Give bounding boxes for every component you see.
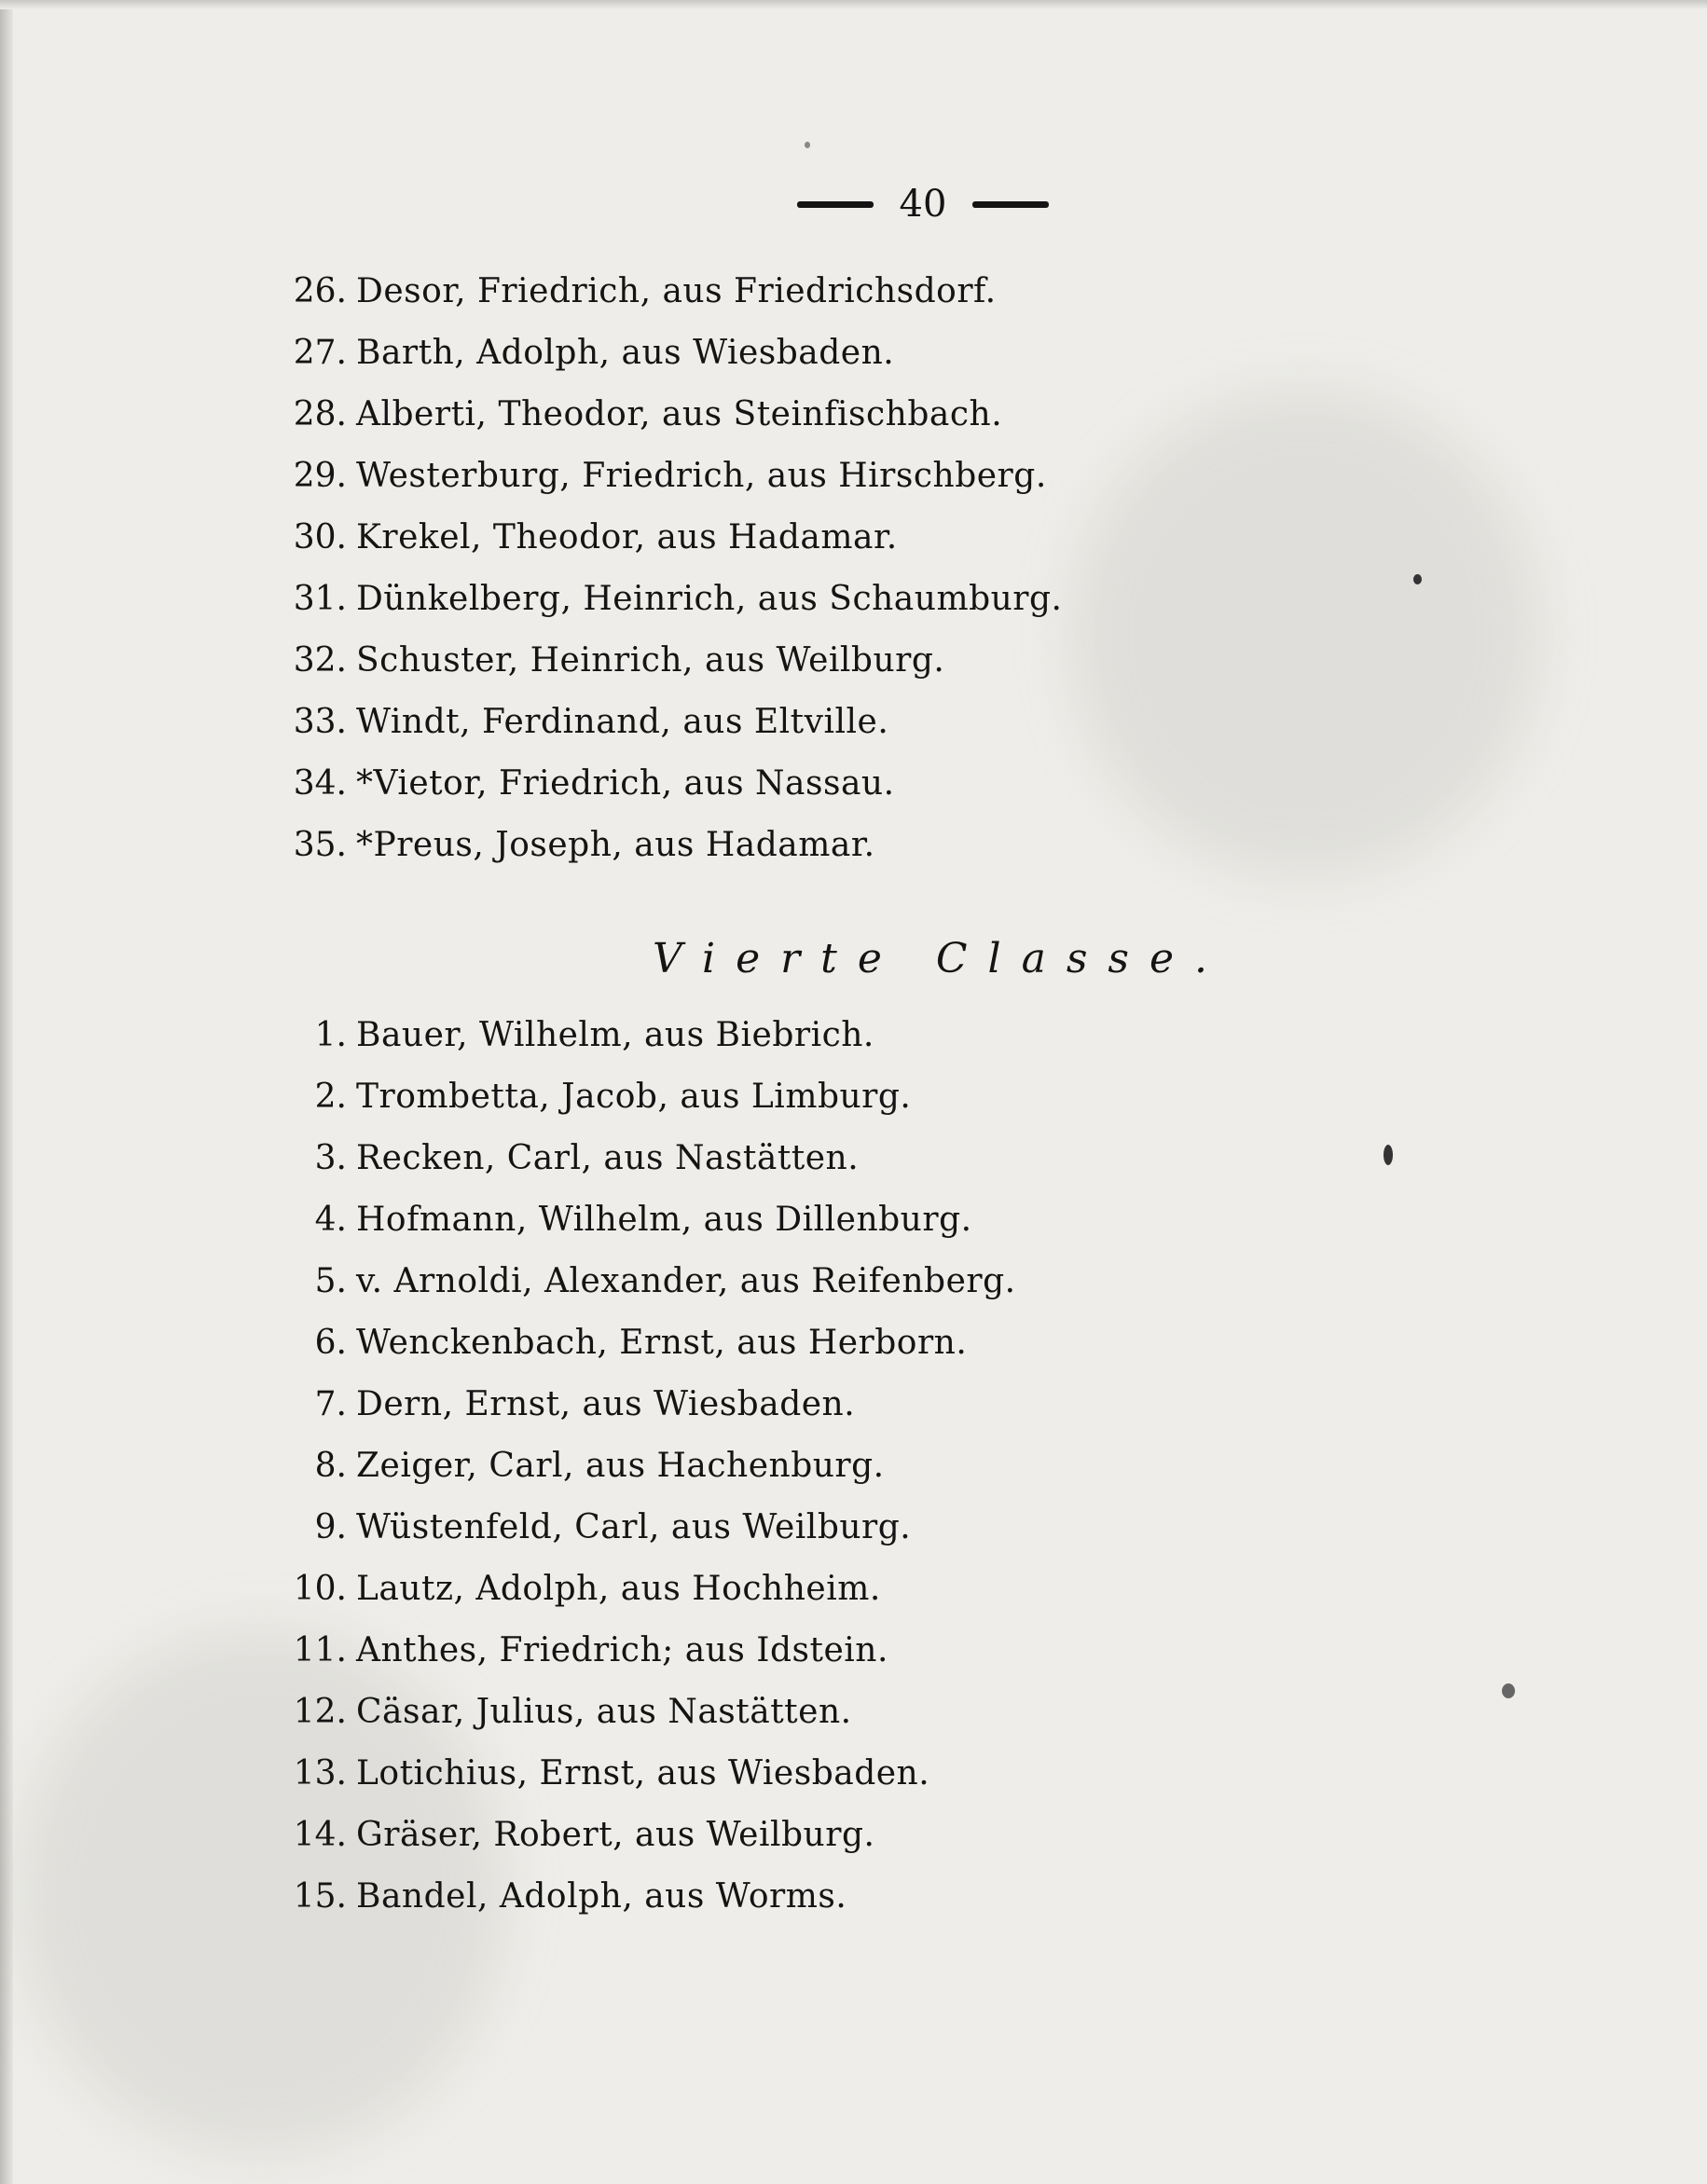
entry-number: 15. bbox=[293, 1877, 347, 1916]
entry-text: Schuster, Heinrich, aus Weilburg. bbox=[356, 641, 945, 680]
list-item bbox=[252, 1570, 881, 1608]
entry-text: Bauer, Wilhelm, aus Biebrich. bbox=[356, 1016, 874, 1054]
list-item bbox=[252, 1201, 972, 1239]
page-edge-top bbox=[0, 0, 1707, 9]
entry-number: 27. bbox=[293, 334, 347, 372]
entry-text: Anthes, Friedrich; aus Idstein. bbox=[356, 1631, 888, 1669]
page-edge-left bbox=[0, 0, 13, 2184]
entry-number: 4. bbox=[314, 1201, 347, 1239]
entry-text: Trombetta, Jacob, aus Limburg. bbox=[356, 1078, 912, 1116]
list-item bbox=[252, 826, 875, 864]
entry-text: Krekel, Theodor, aus Hadamar. bbox=[356, 518, 898, 556]
entry-text: Wüstenfeld, Carl, aus Weilburg. bbox=[356, 1508, 912, 1546]
list-item bbox=[252, 641, 944, 680]
list-item bbox=[252, 1139, 859, 1177]
entry-number: 31. bbox=[293, 580, 347, 618]
entry-number: 34. bbox=[293, 764, 347, 803]
list-item bbox=[252, 457, 1047, 495]
entry-text: Alberti, Theodor, aus Steinfischbach. bbox=[356, 395, 1003, 433]
entry-text: Windt, Ferdinand, aus Eltville. bbox=[356, 703, 889, 741]
entry-text: Zeiger, Carl, aus Hachenburg. bbox=[356, 1447, 885, 1485]
entry-text: Wenckenbach, Ernst, aus Herborn. bbox=[356, 1324, 968, 1362]
list-item bbox=[252, 395, 1002, 433]
ink-speck bbox=[805, 142, 810, 148]
entry-text: Recken, Carl, aus Nastätten. bbox=[356, 1139, 860, 1177]
list-item bbox=[252, 1877, 847, 1916]
entry-text: Hofmann, Wilhelm, aus Dillenburg. bbox=[356, 1201, 972, 1239]
entry-number: 28. bbox=[293, 395, 347, 433]
entry-text: Bandel, Adolph, aus Worms. bbox=[356, 1877, 847, 1916]
entry-number: 3. bbox=[314, 1139, 347, 1177]
dash-left bbox=[797, 201, 874, 208]
entry-number: 33. bbox=[293, 703, 347, 741]
list-item bbox=[252, 272, 997, 310]
list-item bbox=[252, 518, 898, 556]
page-number-text: 40 bbox=[899, 183, 947, 226]
list-item bbox=[252, 1816, 874, 1854]
entry-number: 26. bbox=[293, 272, 347, 310]
section-heading: Vierte Classe. bbox=[653, 935, 1229, 982]
list-item bbox=[252, 1324, 967, 1362]
entry-number: 9. bbox=[314, 1508, 347, 1546]
entry-text: Westerburg, Friedrich, aus Hirschberg. bbox=[356, 457, 1047, 495]
entry-number: 11. bbox=[293, 1631, 347, 1669]
ink-speck bbox=[1383, 1145, 1393, 1165]
entry-number: 29. bbox=[293, 457, 347, 495]
entry-number: 6. bbox=[314, 1324, 347, 1362]
list-item bbox=[252, 1078, 911, 1116]
entry-text: Dünkelberg, Heinrich, aus Schaumburg. bbox=[356, 580, 1063, 618]
list-item bbox=[252, 1693, 852, 1731]
entry-number: 14. bbox=[293, 1816, 347, 1854]
list-item bbox=[252, 703, 888, 741]
list-item bbox=[252, 1754, 929, 1793]
entry-number: 30. bbox=[293, 518, 347, 556]
entry-text: Cäsar, Julius, aus Nastätten. bbox=[356, 1693, 852, 1731]
entry-number: 32. bbox=[293, 641, 347, 680]
ink-speck bbox=[1502, 1683, 1515, 1698]
entry-number: 35. bbox=[293, 826, 347, 864]
entry-text: Gräser, Robert, aus Weilburg. bbox=[356, 1816, 875, 1854]
list-item bbox=[252, 580, 1063, 618]
page-number bbox=[783, 183, 1063, 226]
list-item bbox=[252, 1016, 874, 1054]
entry-number: 13. bbox=[293, 1754, 347, 1793]
entry-number: 7. bbox=[314, 1385, 347, 1423]
list-item bbox=[252, 764, 895, 803]
entry-number: 1. bbox=[314, 1016, 347, 1054]
entry-number: 5. bbox=[314, 1262, 347, 1300]
entry-number: 2. bbox=[314, 1078, 347, 1116]
paper-stain bbox=[1072, 391, 1538, 876]
list-item bbox=[252, 334, 894, 372]
list-item bbox=[252, 1385, 855, 1423]
list-item bbox=[252, 1631, 888, 1669]
entry-text: Barth, Adolph, aus Wiesbaden. bbox=[356, 334, 895, 372]
list-item bbox=[252, 1262, 1016, 1300]
list-item bbox=[252, 1508, 911, 1546]
entry-number: 10. bbox=[293, 1570, 347, 1608]
entry-text: Dern, Ernst, aus Wiesbaden. bbox=[356, 1385, 856, 1423]
entry-text: Lautz, Adolph, aus Hochheim. bbox=[356, 1570, 881, 1608]
entry-text: *Preus, Joseph, aus Hadamar. bbox=[356, 826, 875, 864]
entry-text: Lotichius, Ernst, aus Wiesbaden. bbox=[356, 1754, 930, 1793]
entry-text: Desor, Friedrich, aus Friedrichsdorf. bbox=[356, 272, 997, 310]
entry-text: *Vietor, Friedrich, aus Nassau. bbox=[356, 764, 895, 803]
list-item bbox=[252, 1447, 885, 1485]
entry-number: 12. bbox=[293, 1693, 347, 1731]
entry-text: v. Arnoldi, Alexander, aus Reifenberg. bbox=[356, 1262, 1016, 1300]
ink-speck bbox=[1413, 574, 1422, 584]
dash-right bbox=[972, 201, 1049, 208]
entry-number: 8. bbox=[314, 1447, 347, 1485]
